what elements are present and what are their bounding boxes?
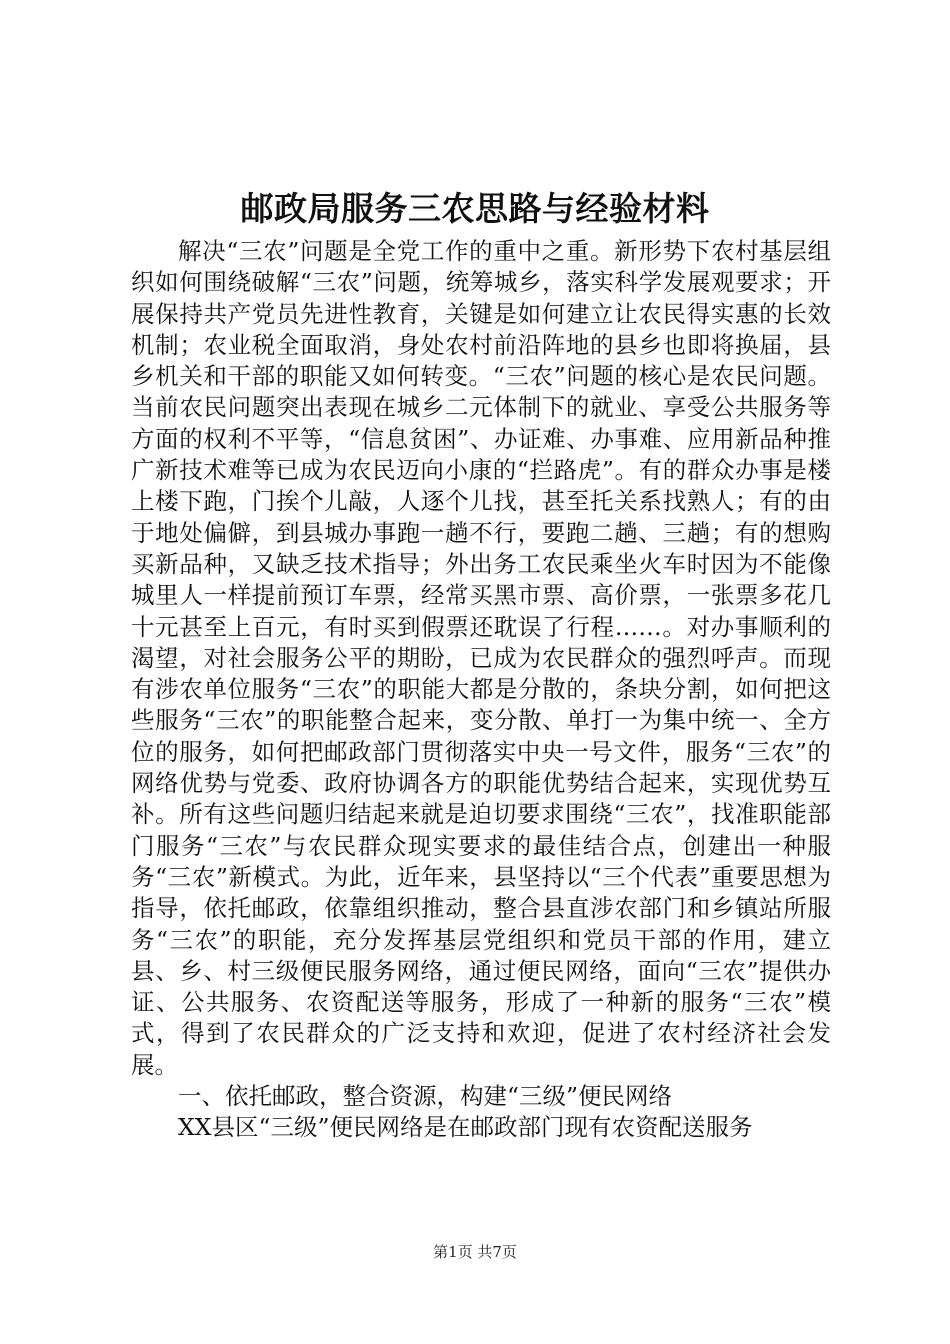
section-heading-1: 一、依托邮政，整合资源，构建“三级”便民网络 [178,1082,673,1111]
paragraph-section-1: XX县区“三级”便民网络是在邮政部门现有农资配送服务 [178,1113,753,1142]
document-title: 邮政局服务三农思路与经验材料 [240,189,710,228]
paragraph-intro: 解决“三农”问题是全党工作的重中之重。新形势下农村基层组织如何围绕破解“三农”问题，统筹城乡，落实科学发展观要求；开展保持共产党员先进性教育，关键是如何建立让农民得实惠的长效机制；农业税全面取消，身处农村前沿阵地的县乡也即将换届，县乡机关和干部的职能又如何转变。“三农”问题的核心是农民问题。当前农民问题突出表现在城乡二元体制下的就业、享受公共服务等方面的权利不平等，“信息贫困”、办证难、办事难、应用新品种推广新技术难等已成为农民迈向小康的“拦路虎”。有的群众办事是楼上楼下跑，门挨个儿敲，人逐个儿找，甚至托关系找熟人；有的由于地处偏僻，到县城办事跑一趟不行，要跑二趟、三趟；有的想购买新品种，又缺乏技术指导；外出务工农民乘坐火车时因为不能像城里人一样提前预订车票，经常买黑市票、高价票，一张票多花几十元甚至上百元，有时买到假票还耽误了行程……。对办事顺利的渴望，对社会服务公平的期盼，已成为农民群众的强烈呼声。而现有涉农单位服务“三农”的职能大都是分散的，条块分割，如何把这些服务“三农”的职能整合起来，变分散、单打一为集中统一、全方位的服务，如何把邮政部门贯彻落实中央一号文件，服务“三农”的网络优势与党委、政府协调各方的职能优势结合起来，实现优势互补。所有这些问题归结起来就是迫切要求围绕“三农”，找准职能部门服务“三农”与农民群众现实要求的最佳结合点，创建出一种服务“三农”新模式。为此，近年来，县坚持以“三个代表”重要思想为指导，依托邮政，依靠组织推动，整合县直涉农部门和乡镇站所服务“三农”的职能，充分发挥基层党组织和党员干部的作用，建立县、乡、村三级便民服务网络，通过便民网络，面向“三农”提供办证、公共服务、农资配送等服务，形成了一种新的服务“三农”模式，得到了农民群众的广泛支持和欢迎，促进了农村经济社会发展。 [131,237,831,1079]
page-footer: 第1页 共7页 [433,1243,517,1261]
document-body [131,236,831,1144]
